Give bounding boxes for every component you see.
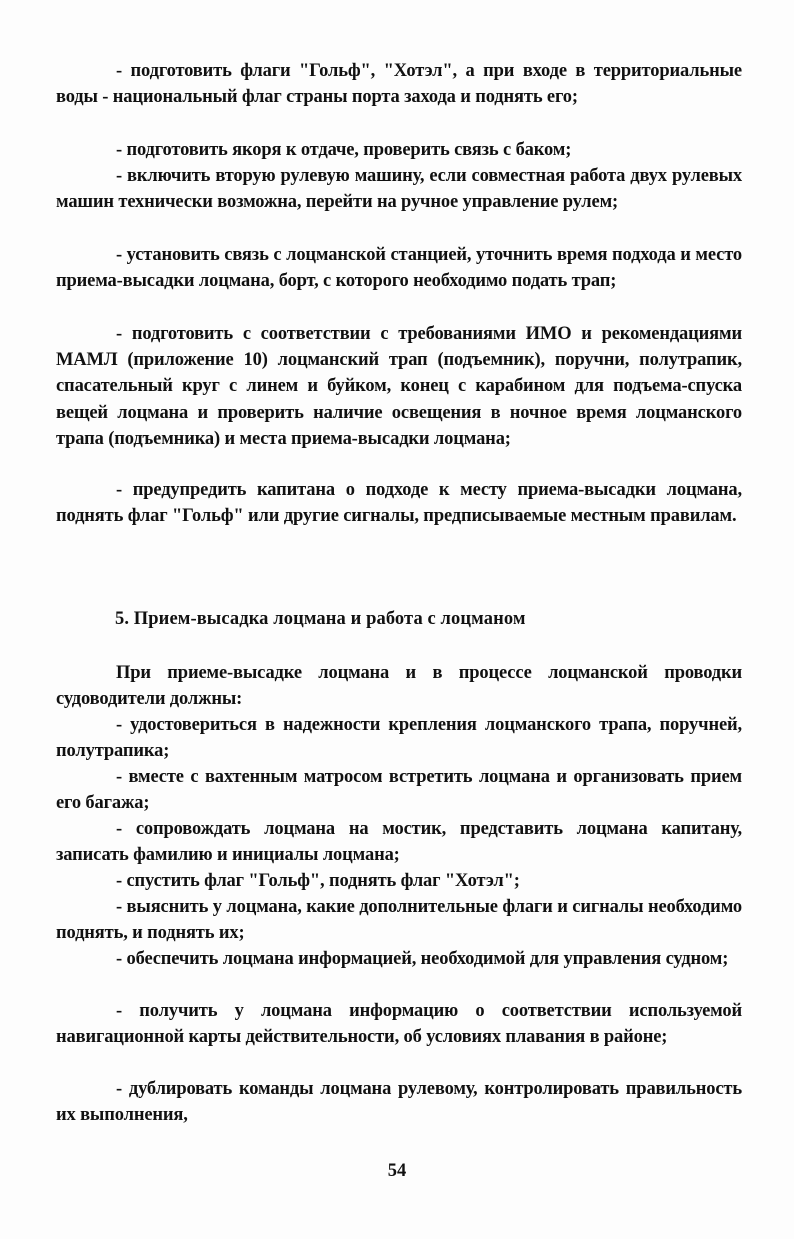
- paragraph-flags: - подготовить флаги "Гольф", "Хотэл", а при входе в территориальные воды - национальный флаг страны порта захода и поднять его;: [56, 61, 742, 108]
- page-number: 54: [387, 1161, 407, 1181]
- paragraph-steering: - включить вторую рулевую машину, если совместная работа двух рулевых машин технически возможна, перейти на ручное управление рулем;: [56, 166, 742, 213]
- paragraph-pilot-station: - установить связь с лоцманской станцией, уточнить время подхода и место приема-высадки лоцмана, борт, с которого необходимо подать трап;: [56, 245, 742, 292]
- paragraph-duplicate-commands: - дублировать команды лоцмана рулевому, контролировать правильность их выполнения,: [56, 1079, 742, 1126]
- paragraph-pilot-ladder: - подготовить с соответствии с требованиями ИМО и рекомендациями МАМЛ (приложение 10) лоцманский трап (подъемник), поручни, полутрапик, спасательный круг с линем и буйком, конец с карабином для подъема-спуска вещей лоцмана и проверить наличие освещения в ночное время лоцманского трапа (подъемника) и места приема-высадки лоцмана;: [56, 324, 742, 449]
- paragraph-provide-info: - обеспечить лоцмана информацией, необходимой для управления судном;: [116, 949, 729, 969]
- paragraph-flag-change: - спустить флаг "Гольф", поднять флаг "Хотэл";: [116, 871, 520, 891]
- paragraph-warn-captain: - предупредить капитана о подходе к месту приема-высадки лоцмана, поднять флаг "Гольф" или другие сигналы, предписываемые местным правилам.: [56, 480, 742, 527]
- paragraph-meet-pilot: - вместе с вахтенным матросом встретить лоцмана и организовать прием его багажа;: [56, 767, 742, 814]
- paragraph-anchors: - подготовить якоря к отдаче, проверить связь с баком;: [116, 140, 572, 160]
- paragraph-escort-pilot: - сопровождать лоцмана на мостик, представить лоцмана капитану, записать фамилию и инициалы лоцмана;: [56, 819, 742, 866]
- section-heading: 5. Прием-высадка лоцмана и работа с лоцманом: [115, 609, 526, 629]
- paragraph-chart-info: - получить у лоцмана информацию о соответствии используемой навигационной карты действительности, об условиях плавания в районе;: [56, 1001, 742, 1048]
- paragraph-ladder-check: - удостовериться в надежности крепления лоцманского трапа, поручней, полутрапика;: [56, 715, 742, 762]
- paragraph-extra-signals: - выяснить у лоцмана, какие дополнительные флаги и сигналы необходимо поднять, и поднять их;: [56, 897, 742, 944]
- paragraph-intro: При приеме-высадке лоцмана и в процессе лоцманской проводки судоводители должны:: [56, 663, 742, 710]
